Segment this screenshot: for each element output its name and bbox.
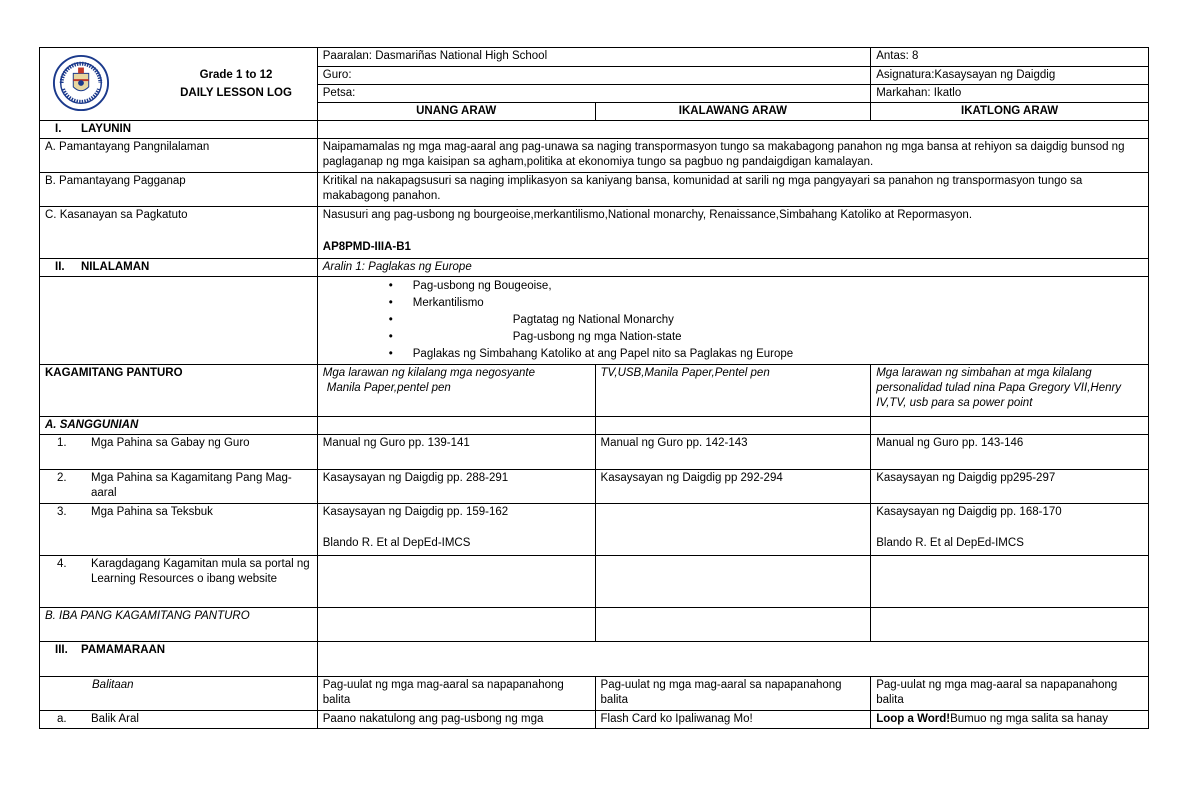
balitaan-label: Balitaan	[40, 677, 318, 711]
balitaan-day2: Pag-uulat ng mga mag-aaral sa napapanahong balita	[595, 677, 871, 711]
topic-item: • Pag-usbong ng mga Nation-state	[388, 331, 682, 343]
paaralan-field: Paaralan: Dasmariñas National High School	[317, 48, 870, 67]
deped-seal-icon	[52, 54, 110, 112]
competency-code: AP8PMD-IIIA-B1	[322, 241, 411, 253]
pamantayang-pangnilalaman-label: A. Pamantayang Pangnilalaman	[40, 139, 318, 173]
aralin-title: Aralin 1: Paglakas ng Europe	[317, 259, 1148, 277]
pamantayang-pagganap-text: Kritikal na nakapagsusuri sa naging implikasyon sa kaniyang bansa, komunidad at sarili ng mga pangyayari sa panahon ng transpormasyon tungo sa makabagong panahon.	[317, 173, 1148, 207]
topic-item: • Pagtatag ng National Monarchy	[388, 314, 674, 326]
nilalaman-heading: II. NILALAMAN	[40, 259, 318, 277]
iba-pang-blank-1	[317, 608, 595, 642]
balik-aral-day2: Flash Card ko Ipaliwanag Mo!	[595, 711, 871, 729]
pamantayang-pagganap-label: B. Pamantayang Pagganap	[40, 173, 318, 207]
sanggunian-blank-2	[595, 417, 871, 435]
balitaan-day1: Pag-uulat ng mga mag-aaral sa napapanahong balita	[317, 677, 595, 711]
iba-pang-blank-3	[871, 608, 1149, 642]
asignatura-field: Asignatura:Kasaysayan ng Daigdig	[871, 67, 1149, 85]
pamantayang-pangnilalaman-text: Naipamamalas ng mga mag-aaral ang pag-unawa sa naging transpormasyon tungo sa makabagong panahon ng mga bansa at rehiyon sa daigdig bunsod ng paglaganap ng mga kaisipan sa agham,politika at ekonomiya tungo sa pagbuo ng pandaigdigan kamalayan.	[317, 139, 1148, 173]
antas-field: Antas: 8	[871, 48, 1149, 67]
sanggunian-row-day1	[317, 556, 595, 608]
log-title: DAILY LESSON LOG	[180, 87, 292, 99]
markahan-field: Markahan: Ikatlo	[871, 85, 1149, 103]
layunin-blank	[317, 121, 1148, 139]
sanggunian-row-day1: Kasaysayan ng Daigdig pp. 288-291	[317, 470, 595, 504]
kasanayan-label: C. Kasanayan sa Pagkatuto	[40, 207, 318, 259]
iba-pang-kagamitan-heading: B. IBA PANG KAGAMITANG PANTURO	[40, 608, 318, 642]
topics-list	[323, 278, 1143, 363]
layunin-heading: I. LAYUNIN	[40, 121, 318, 139]
topic-item: • Paglakas ng Simbahang Katoliko at ang Papel nito sa Paglakas ng Europe	[388, 348, 794, 360]
sanggunian-row-day3: Manual ng Guro pp. 143-146	[871, 435, 1149, 470]
header-title-block	[176, 66, 296, 102]
lesson-log-table	[39, 47, 1149, 729]
sanggunian-blank-1	[317, 417, 595, 435]
header-logo-cell	[40, 48, 318, 121]
sanggunian-row-day3: Kasaysayan ng Daigdig pp. 168-170 Blando R. Et al DepEd-IMCS	[871, 504, 1149, 556]
sanggunian-row-day2: Manual ng Guro pp. 142-143	[595, 435, 871, 470]
sanggunian-row-day3	[871, 556, 1149, 608]
iba-pang-blank-2	[595, 608, 871, 642]
day-header-1: UNANG ARAW	[317, 103, 595, 121]
sanggunian-row-label: 3. Mga Pahina sa Teksbuk	[40, 504, 318, 556]
petsa-field: Petsa:	[317, 85, 870, 103]
balik-aral-label: a. Balik Aral	[40, 711, 318, 729]
kagamitan-day2: TV,USB,Manila Paper,Pentel pen	[595, 365, 871, 417]
sanggunian-row-day2	[595, 504, 871, 556]
balik-aral-day1: Paano nakatulong ang pag-usbong ng mga	[317, 711, 595, 729]
balik-aral-day3: Loop a Word!Bumuo ng mga salita sa hanay	[871, 711, 1149, 729]
sanggunian-row-label: 1. Mga Pahina sa Gabay ng Guro	[40, 435, 318, 470]
sanggunian-row-label: 2. Mga Pahina sa Kagamitang Pang Mag-aaral	[40, 470, 318, 504]
sanggunian-row-day1: Manual ng Guro pp. 139-141	[317, 435, 595, 470]
sanggunian-row-day2: Kasaysayan ng Daigdig pp 292-294	[595, 470, 871, 504]
sanggunian-row-day2	[595, 556, 871, 608]
topic-item: • Merkantilismo	[388, 297, 484, 309]
guro-field: Guro:	[317, 67, 870, 85]
sanggunian-row-label: 4. Karagdagang Kagamitan mula sa portal ng Learning Resources o ibang website	[40, 556, 318, 608]
kagamitan-day3: Mga larawan ng simbahan at mga kilalang personalidad tulad nina Papa Gregory VII,Henry IV,TV, usb para sa power point	[871, 365, 1149, 417]
pamamaraan-blank	[317, 642, 1148, 677]
sanggunian-heading: A. SANGGUNIAN	[40, 417, 318, 435]
day-header-2: IKALAWANG ARAW	[595, 103, 871, 121]
kagamitan-day1: Mga larawan ng kilalang mga negosyante Manila Paper,pentel pen	[317, 365, 595, 417]
nilalaman-topics-cell	[317, 277, 1148, 365]
sanggunian-row-day3: Kasaysayan ng Daigdig pp295-297	[871, 470, 1149, 504]
nilalaman-blank	[40, 277, 318, 365]
sanggunian-blank-3	[871, 417, 1149, 435]
balitaan-day3: Pag-uulat ng mga mag-aaral sa napapanahong balita	[871, 677, 1149, 711]
kasanayan-text: Nasusuri ang pag-usbong ng bourgeoise,merkantilismo,National monarchy, Renaissance,Simbahang Katoliko at Repormasyon.	[322, 209, 973, 221]
grade-range: Grade 1 to 12	[199, 69, 273, 81]
kagamitan-label: KAGAMITANG PANTURO	[40, 365, 318, 417]
day-header-3: IKATLONG ARAW	[871, 103, 1149, 121]
sanggunian-row-day1: Kasaysayan ng Daigdig pp. 159-162 Blando R. Et al DepEd-IMCS	[317, 504, 595, 556]
pamamaraan-heading: III. PAMAMARAAN	[40, 642, 318, 677]
kasanayan-cell	[317, 207, 1148, 259]
topic-item: • Pag-usbong ng Bougeoise,	[388, 280, 552, 292]
daily-lesson-log	[39, 47, 1149, 729]
